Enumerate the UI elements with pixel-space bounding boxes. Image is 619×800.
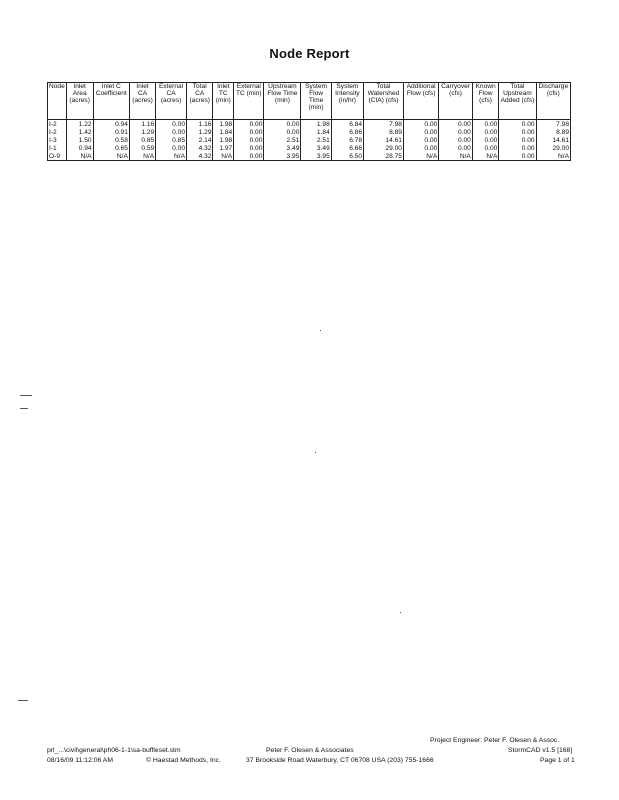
value-cell: 6.84 [331,120,363,129]
value-cell: N/A [213,152,234,161]
value-cell: 1.29 [129,128,155,136]
value-cell: N/A [536,152,570,161]
scan-speck [315,452,316,453]
node-report-table [47,82,571,161]
value-cell: 6.86 [331,128,363,136]
value-cell: 4.32 [187,144,213,152]
column-header: Known Flow (cfs) [472,83,499,120]
value-cell: 0.00 [264,128,301,136]
value-cell: 0.00 [439,120,473,129]
value-cell: 0.00 [403,136,438,144]
value-cell: 0.00 [234,144,264,152]
value-cell: 0.00 [156,120,187,129]
column-header: Total CA (acres) [187,83,213,120]
project-engineer-text: Project Engineer: Peter F. Olesen & Assoc. [430,737,560,744]
value-cell: 0.59 [129,144,155,152]
address-text: 37 Brookside Road Waterbury, CT 06708 USA (203) 755-1666 [246,757,434,764]
value-cell: 0.00 [439,144,473,152]
value-cell: 29.00 [364,144,404,152]
value-cell: 3.49 [301,144,331,152]
value-cell: 7.98 [364,120,404,129]
value-cell: N/A [66,152,93,161]
value-cell: N/A [403,152,438,161]
value-cell: 1.29 [187,128,213,136]
value-cell: N/A [472,152,499,161]
column-header: Inlet TC (min) [213,83,234,120]
value-cell: 0.94 [93,120,129,129]
value-cell: 0.91 [93,128,129,136]
table-row [48,120,571,129]
value-cell: 0.00 [156,144,187,152]
node-label-cell: I-2 [48,128,67,136]
value-cell: 1.98 [301,120,331,129]
column-header: External CA (acres) [156,83,187,120]
column-header: System Intensity (in/hr) [331,83,363,120]
column-header: Inlet CA (acres) [129,83,155,120]
value-cell: 0.00 [499,120,536,129]
scan-speck [400,612,401,613]
column-header: Inlet C Coefficient [93,83,129,120]
value-cell: 0.00 [499,144,536,152]
value-cell: 3.95 [264,152,301,161]
value-cell: 2.51 [301,136,331,144]
value-cell: 0.65 [93,144,129,152]
table-row [48,144,571,152]
report-title: Node Report [269,46,350,61]
column-header: Total Watershed (CIA) (cfs) [364,83,404,120]
value-cell: 6.78 [331,136,363,144]
column-header: Carryover (cfs) [439,83,473,120]
value-cell: 7.98 [536,120,570,129]
value-cell: 0.00 [499,136,536,144]
column-header: Discharge (cfs) [536,83,570,120]
firm-name-text: Peter F. Olesen & Associates [266,747,354,754]
value-cell: N/A [439,152,473,161]
value-cell: 14.61 [536,136,570,144]
node-label-cell: I-2 [48,120,67,129]
column-header: Additional Flow (cfs) [403,83,438,120]
value-cell: 0.85 [129,136,155,144]
value-cell: N/A [93,152,129,161]
value-cell: 0.00 [234,152,264,161]
value-cell: 0.94 [66,144,93,152]
value-cell: 1.98 [213,120,234,129]
value-cell: 0.00 [499,128,536,136]
value-cell: 2.14 [187,136,213,144]
scan-speck [20,408,28,409]
node-label-cell: I-1 [48,144,67,152]
value-cell: 0.00 [403,120,438,129]
column-header: Total Upstream Added (cfs) [499,83,536,120]
value-cell: 0.00 [264,120,301,129]
node-label-cell: O-9 [48,152,67,161]
table-body [48,120,571,161]
value-cell: 0.00 [472,144,499,152]
value-cell: 0.00 [234,136,264,144]
scan-speck [20,395,32,396]
value-cell: 1.98 [213,136,234,144]
value-cell: 3.95 [301,152,331,161]
table-row [48,136,571,144]
file-path-text: prl_...\civil\general\ph06-1-1\sa-buffleset.stm [47,747,181,754]
value-cell: 1.22 [66,120,93,129]
value-cell: 0.00 [403,128,438,136]
value-cell: 0.58 [93,136,129,144]
value-cell: 0.85 [156,136,187,144]
table-row [48,152,571,161]
value-cell: 0.00 [234,120,264,129]
value-cell: 0.00 [234,128,264,136]
value-cell: 1.50 [66,136,93,144]
value-cell: 0.00 [499,152,536,161]
value-cell: 0.00 [439,136,473,144]
column-header: System Flow Time (min) [301,83,331,120]
value-cell: 1.84 [213,128,234,136]
value-cell: 6.66 [331,144,363,152]
value-cell: 3.49 [264,144,301,152]
value-cell: 1.16 [187,120,213,129]
value-cell: 0.00 [472,128,499,136]
value-cell: 28.75 [364,152,404,161]
value-cell: 2.51 [264,136,301,144]
software-version-text: StormCAD v1.5 [168] [508,747,573,754]
value-cell: 4.32 [187,152,213,161]
print-datetime-text: 08/16/09 11:12:06 AM [47,757,114,764]
column-header: Inlet Area (acres) [66,83,93,120]
value-cell: 0.00 [472,120,499,129]
column-header: External TC (min) [234,83,264,120]
scan-speck [320,330,321,331]
copyright-text: © Haestad Methods, Inc. [146,757,221,764]
value-cell: 14.61 [364,136,404,144]
value-cell: 6.50 [331,152,363,161]
page-number-text: Page 1 of 1 [540,757,575,764]
scan-speck [18,700,28,701]
value-cell: 8.89 [364,128,404,136]
value-cell: 1.42 [66,128,93,136]
value-cell: 1.16 [129,120,155,129]
value-cell: 0.00 [403,144,438,152]
value-cell: 29.00 [536,144,570,152]
value-cell: 1.97 [213,144,234,152]
table-row [48,128,571,136]
node-label-cell: I-3 [48,136,67,144]
value-cell: 1.84 [301,128,331,136]
value-cell: N/A [129,152,155,161]
column-header: Node [48,83,67,120]
value-cell: N/A [156,152,187,161]
value-cell: 0.00 [472,136,499,144]
value-cell: 8.89 [536,128,570,136]
column-header: Upstream Flow Time (min) [264,83,301,120]
table-header-row [48,83,571,120]
value-cell: 0.00 [439,128,473,136]
value-cell: 0.00 [156,128,187,136]
